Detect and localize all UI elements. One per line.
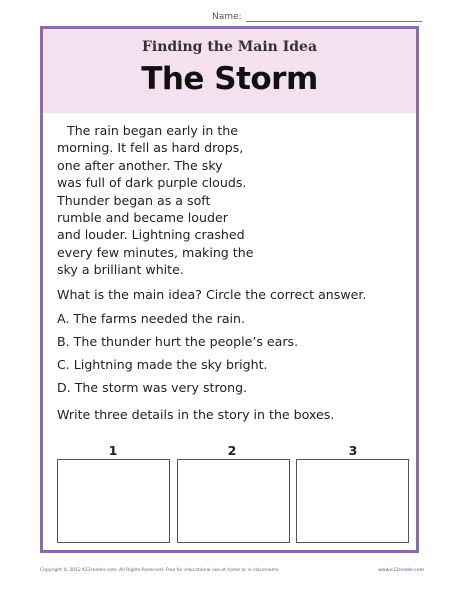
title-banner	[43, 29, 416, 113]
answer-option-d: D. The storm was very strong.	[57, 380, 248, 395]
answer-option-c: C. Lightning made the sky bright.	[57, 357, 268, 372]
worksheet-title: The Storm	[141, 61, 318, 97]
name-field	[212, 10, 422, 26]
site-link[interactable]: www.k12reader.com	[378, 568, 424, 573]
detail-box-2	[177, 459, 290, 543]
copyright-notice: Copyright © 2012 K12reader.com. All Rights Reserved. Free for educational use at home or in classrooms.	[40, 568, 280, 573]
worksheet-subtitle: Finding the Main Idea	[141, 39, 318, 55]
detail-box-3	[296, 459, 409, 543]
box-number-3: 3	[348, 443, 358, 458]
detail-box-1	[57, 459, 170, 543]
worksheet-frame	[40, 26, 419, 553]
story-line: morning. It fell as hard drops,	[57, 140, 244, 156]
box-number-1: 1	[108, 443, 118, 458]
box-number-2: 2	[227, 443, 237, 458]
story-line: was full of dark purple clouds.	[57, 175, 247, 191]
name-label: Name:	[212, 12, 242, 22]
story-line: every few minutes, making the	[57, 244, 254, 260]
story-line: Thunder began as a soft	[57, 192, 211, 208]
story-line: one after another. The sky	[57, 157, 223, 173]
story-line: The rain began early in the	[67, 123, 238, 138]
story-line: sky a brilliant white.	[57, 262, 184, 278]
story-line: rumble and became louder	[57, 210, 228, 226]
answer-option-a: A. The farms needed the rain.	[57, 311, 246, 326]
story-line: and louder. Lightning crashed	[57, 227, 245, 243]
details-instruction: Write three details in the story in the boxes.	[57, 407, 335, 422]
story-passage	[57, 122, 272, 279]
name-line	[246, 21, 422, 22]
main-idea-question: What is the main idea? Circle the correct answer.	[57, 287, 367, 302]
answer-option-b: B. The thunder hurt the people’s ears.	[57, 334, 299, 349]
